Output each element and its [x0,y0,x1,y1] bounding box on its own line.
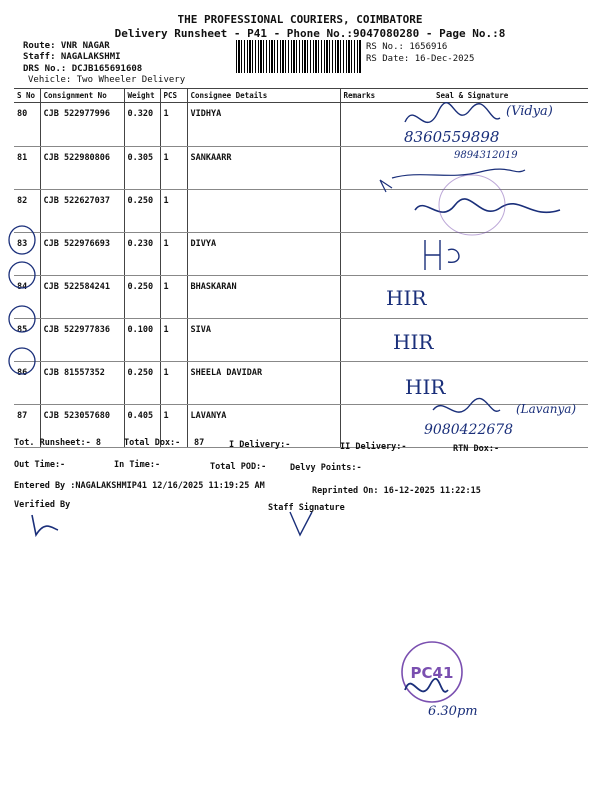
signature-80 [405,103,500,123]
staff: Staff: NAGALAKSHMI [23,52,121,62]
stamp-text: PC41 [410,664,454,682]
handwritten-phone-87: 9080422678 [424,422,514,438]
handwritten-mark-85: HIR [386,286,427,310]
header-weight: Weight [124,89,160,103]
header-pcs: PCS [160,89,187,103]
cell-consignee: SHEELA DAVIDAR [187,362,340,405]
delivery-points: Delvy Points:- [290,463,362,473]
cell-consignment: CJB 522584241 [40,276,124,319]
cell-consignee: SANKAARR [187,147,340,190]
signature-81 [392,169,525,178]
cell-consignment: CJB 81557352 [40,362,124,405]
ii-delivery: II Delivery:- [340,442,407,452]
handwritten-phone-80: 8360559898 [404,128,500,146]
cell-pcs: 1 [160,362,187,405]
rs-number: RS No.: 1656916 [366,42,448,52]
verified-by-label: Verified By [14,500,71,510]
cell-pcs: 1 [160,405,187,448]
cell-consignment: CJB 522980806 [40,147,124,190]
cell-consignment: CJB 522977836 [40,319,124,362]
cell-consignment: CJB 522976693 [40,233,124,276]
arrow-mark [380,180,392,192]
cell-pcs: 1 [160,103,187,147]
cell-weight: 0.250 [124,276,160,319]
out-time: Out Time:- [14,460,66,470]
drs-number: DRS No.: DCJB165691608 [23,64,143,74]
document-title: THE PROFESSIONAL COURIERS, COIMBATORE [177,13,423,26]
cell-consignee: BHASKARAN [187,276,340,319]
row-86-circle [9,348,35,374]
handwritten-mark-87: HIR [405,375,446,399]
row-83-circle [9,226,35,254]
handwritten-name-87: (Lavanya) [516,402,577,416]
in-time: In Time:- [114,460,161,470]
header-seal-signature: Seal & Signature [376,89,588,103]
cell-sno: 84 [14,276,40,319]
entered-by: Entered By :NAGALAKSHMIP41 12/16/2025 11:19:25 AM [14,481,265,491]
route: Route: VNR NAGAR [23,41,110,51]
cell-weight: 0.230 [124,233,160,276]
cell-consignee: SIVA [187,319,340,362]
rs-date: RS Date: 16-Dec-2025 [366,54,475,64]
cell-sno: 81 [14,147,40,190]
verified-by-signature [32,515,58,535]
cell-weight: 0.305 [124,147,160,190]
total-dox-value: 87 [194,438,205,448]
signature-87 [433,398,500,412]
cell-weight: 0.250 [124,190,160,233]
cell-weight: 0.100 [124,319,160,362]
cell-sno: 86 [14,362,40,405]
total-dox-label: Total Dox:- [124,438,181,448]
cell-weight: 0.320 [124,103,160,147]
header-remarks: Remarks [340,89,376,103]
cell-sno: 83 [14,233,40,276]
cell-consignment: CJB 522627037 [40,190,124,233]
handwritten-name-80: (Vidya) [506,104,553,119]
total-runsheet: Tot. Runsheet:- 8 [14,438,101,448]
header-consignment: Consignment No [40,89,124,103]
cell-pcs: 1 [160,319,187,362]
cell-sno: 82 [14,190,40,233]
cell-weight: 0.250 [124,362,160,405]
header-sno: S No [14,89,40,103]
handwritten-stamp-time: 6.30pm [428,704,478,719]
cell-sno: 80 [14,103,40,147]
i-delivery: I Delivery:- [229,440,291,450]
cell-consignment: CJB 522977996 [40,103,124,147]
cell-consignment: CJB 523057680 [40,405,124,448]
cell-pcs: 1 [160,147,187,190]
row-85-circle [9,306,35,332]
faint-stamp [439,175,505,235]
cell-sno: 87 [14,405,40,448]
cell-pcs: 1 [160,190,187,233]
cell-consignee: VIDHYA [187,103,340,147]
vehicle: Vehicle: Two Wheeler Delivery [28,75,186,85]
staff-signature-mark [290,512,312,535]
total-pod: Total POD:- [210,462,267,472]
cell-sno: 85 [14,319,40,362]
header-consignee: Consignee Details [187,89,340,103]
cell-consignee: DIVYA [187,233,340,276]
signature-83 [425,240,459,270]
cell-pcs: 1 [160,233,187,276]
handwritten-mark-86: HIR [393,330,434,354]
rtn-dox: RTN Dox:- [453,444,500,454]
signature-82 [415,199,560,212]
row-84-circle [9,262,35,288]
cell-weight: 0.405 [124,405,160,448]
cell-pcs: 1 [160,276,187,319]
cell-consignee: LAVANYA [187,405,340,448]
handwritten-note-81: 9894312019 [454,150,518,161]
reprinted-on: Reprinted On: 16-12-2025 11:22:15 [312,486,481,496]
staff-signature-label: Staff Signature [268,503,345,513]
document-subtitle: Delivery Runsheet - P41 - Phone No.:9047080280 - Page No.:8 [114,27,506,40]
